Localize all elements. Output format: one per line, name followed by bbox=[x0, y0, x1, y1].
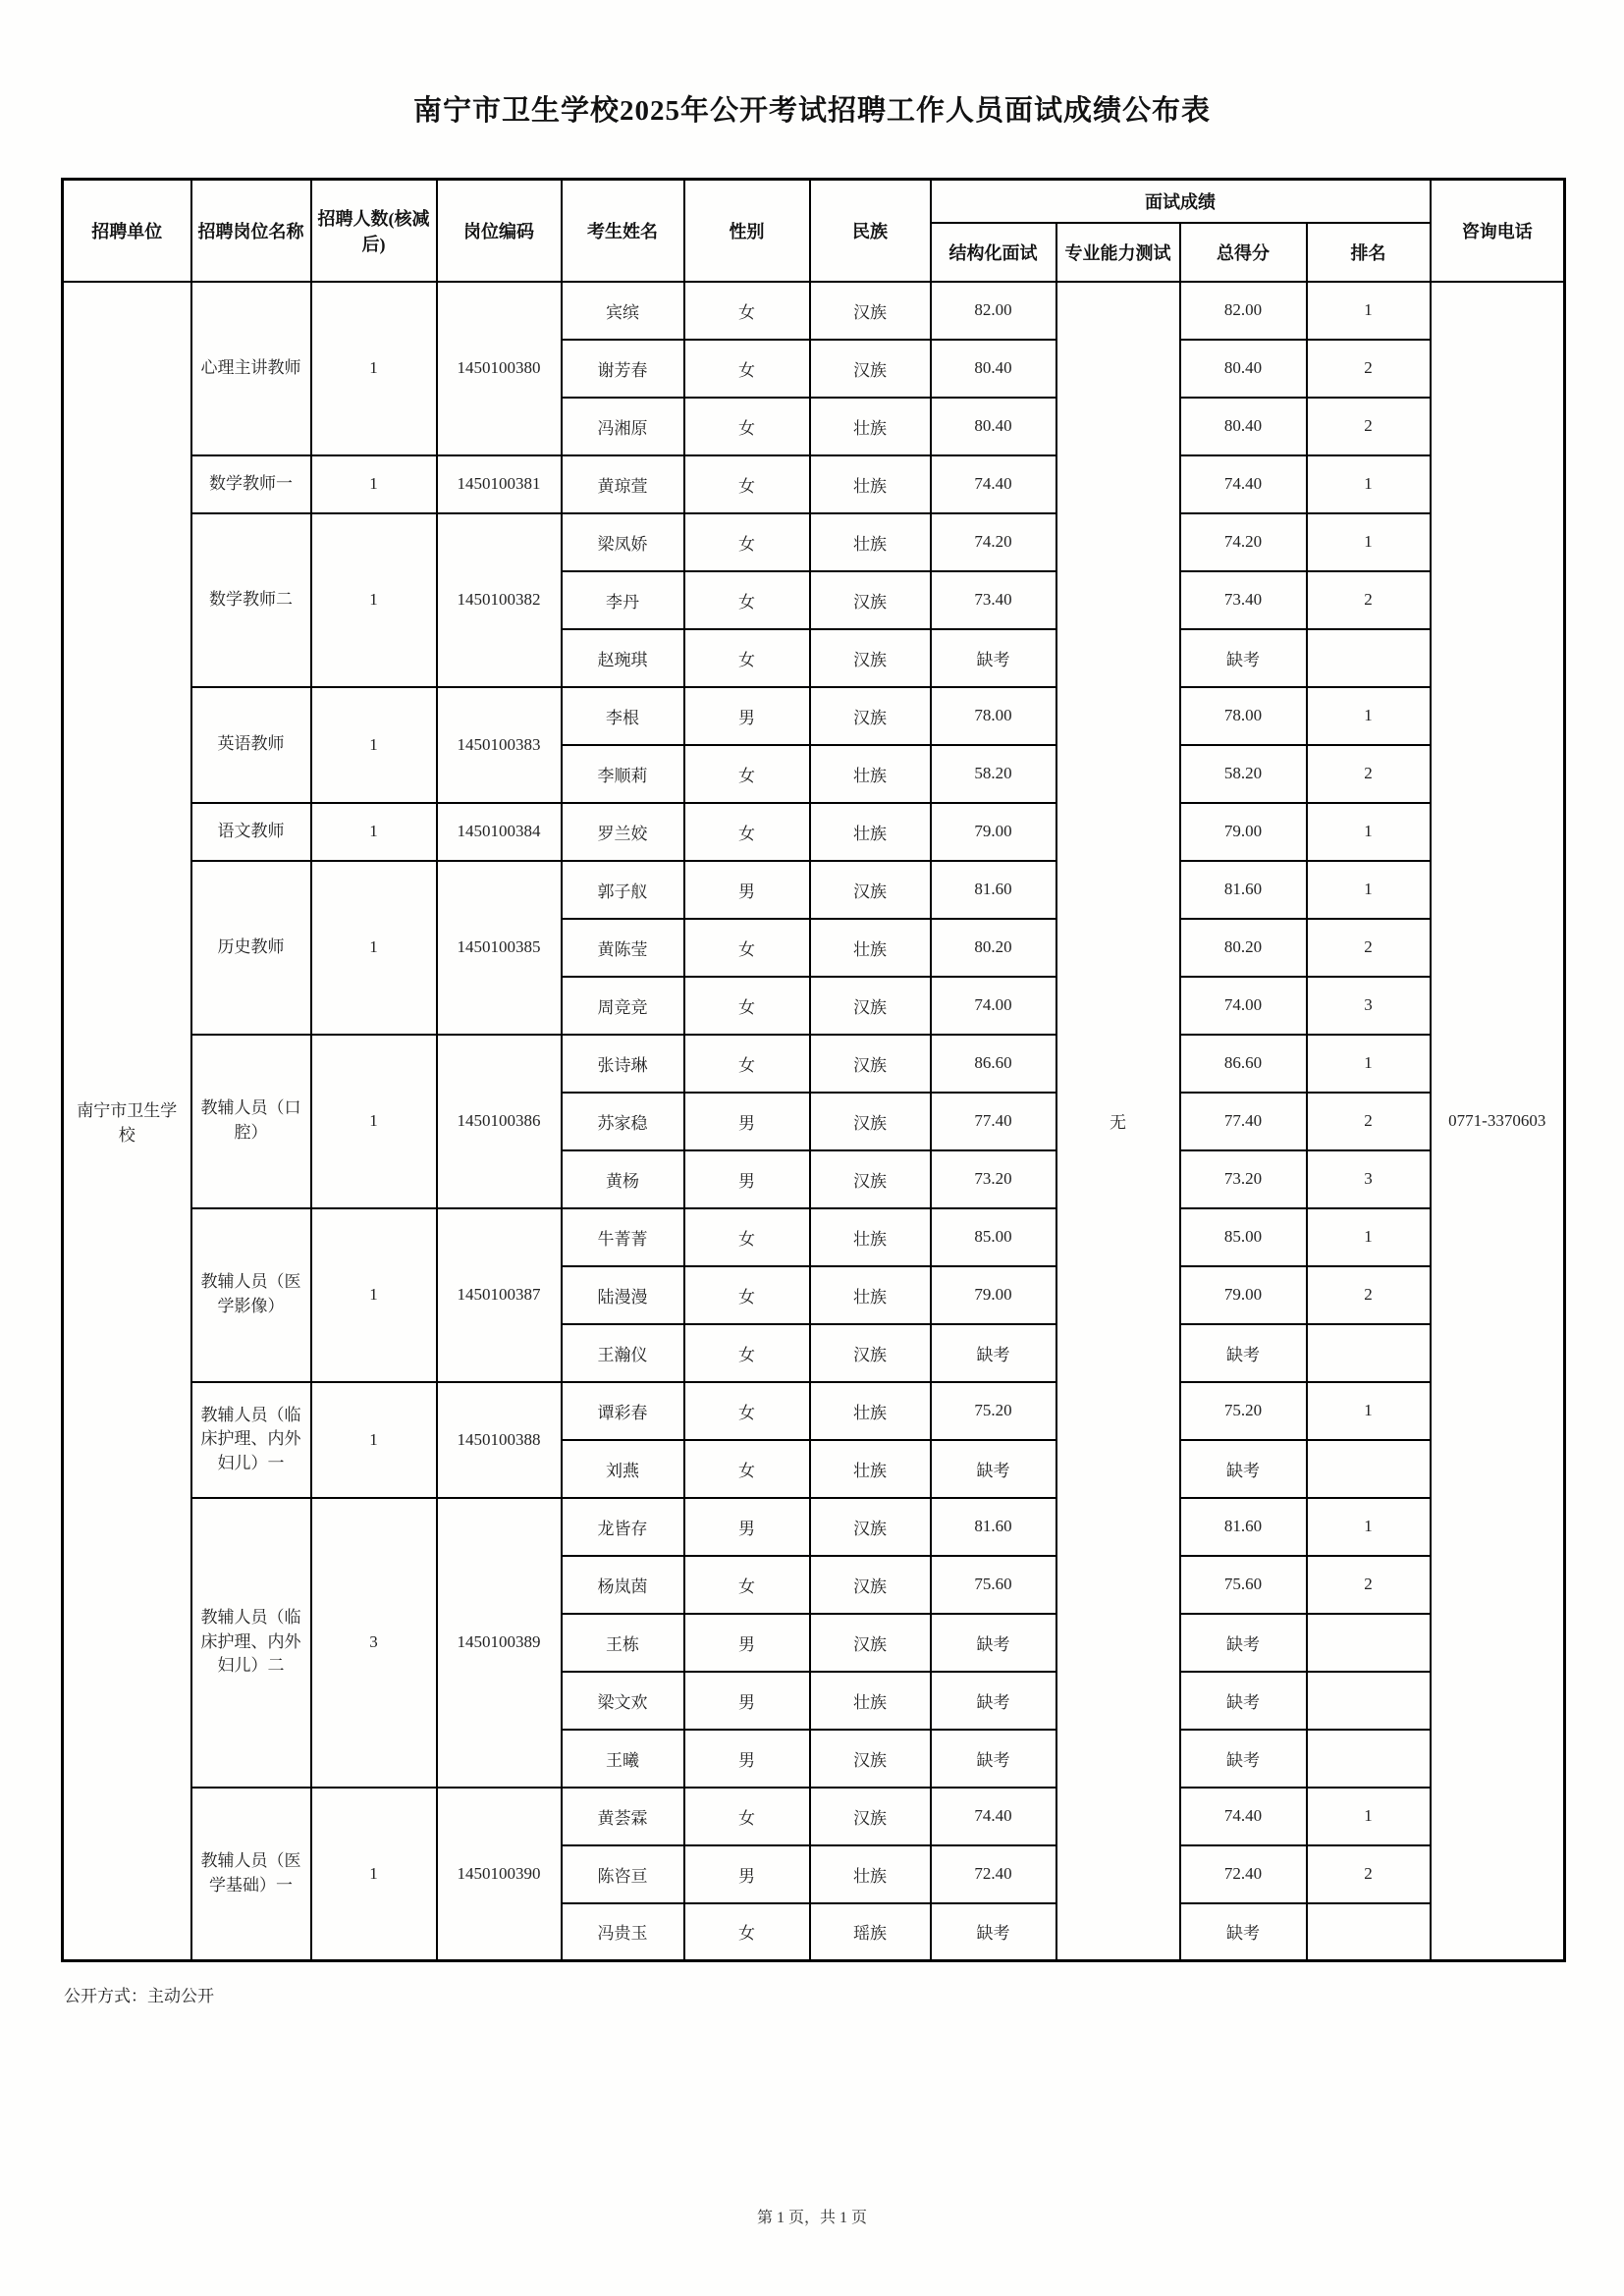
total-score-cell: 73.40 bbox=[1180, 571, 1307, 629]
rank-cell: 1 bbox=[1307, 282, 1431, 340]
ethnicity-cell: 壮族 bbox=[810, 398, 931, 455]
structured-score-cell: 81.60 bbox=[931, 861, 1056, 919]
code-cell: 1450100389 bbox=[437, 1498, 562, 1788]
total-score-cell: 74.20 bbox=[1180, 513, 1307, 571]
total-score-cell: 74.00 bbox=[1180, 977, 1307, 1035]
candidate-name-cell: 黄杨 bbox=[562, 1150, 684, 1208]
structured-score-cell: 80.20 bbox=[931, 919, 1056, 977]
headcount-cell: 1 bbox=[311, 1788, 437, 1961]
ethnicity-cell: 壮族 bbox=[810, 1440, 931, 1498]
structured-score-cell: 79.00 bbox=[931, 1266, 1056, 1324]
page-number: 第 1 页，共 1 页 bbox=[756, 2210, 867, 2226]
position-cell: 数学教师二 bbox=[191, 513, 311, 687]
rank-cell bbox=[1307, 629, 1431, 687]
candidate-name-cell: 张诗琳 bbox=[562, 1035, 684, 1093]
rank-cell: 1 bbox=[1307, 1208, 1431, 1266]
ethnicity-cell: 汉族 bbox=[810, 1498, 931, 1556]
ethnicity-cell: 汉族 bbox=[810, 977, 931, 1035]
total-score-cell: 81.60 bbox=[1180, 1498, 1307, 1556]
candidate-name-cell: 冯湘原 bbox=[562, 398, 684, 455]
total-score-cell: 缺考 bbox=[1180, 1903, 1307, 1961]
col-header-professional: 专业能力测试 bbox=[1056, 223, 1180, 282]
ethnicity-cell: 壮族 bbox=[810, 1382, 931, 1440]
col-header-total: 总得分 bbox=[1180, 223, 1307, 282]
candidate-name-cell: 苏家稳 bbox=[562, 1093, 684, 1150]
code-cell: 1450100381 bbox=[437, 455, 562, 513]
headcount-cell: 1 bbox=[311, 861, 437, 1035]
rank-cell bbox=[1307, 1324, 1431, 1382]
candidate-name-cell: 黄琼萱 bbox=[562, 455, 684, 513]
col-header-phone: 咨询电话 bbox=[1431, 180, 1565, 282]
candidate-name-cell: 王栋 bbox=[562, 1614, 684, 1672]
position-cell: 数学教师一 bbox=[191, 455, 311, 513]
code-cell: 1450100386 bbox=[437, 1035, 562, 1208]
rank-cell: 1 bbox=[1307, 1035, 1431, 1093]
code-cell: 1450100388 bbox=[437, 1382, 562, 1498]
structured-score-cell: 82.00 bbox=[931, 282, 1056, 340]
total-score-cell: 79.00 bbox=[1180, 1266, 1307, 1324]
ethnicity-cell: 汉族 bbox=[810, 340, 931, 398]
code-cell: 1450100380 bbox=[437, 282, 562, 455]
total-score-cell: 82.00 bbox=[1180, 282, 1307, 340]
position-cell: 历史教师 bbox=[191, 861, 311, 1035]
ethnicity-cell: 汉族 bbox=[810, 1730, 931, 1788]
gender-cell: 女 bbox=[684, 1788, 810, 1845]
structured-score-cell: 缺考 bbox=[931, 1614, 1056, 1672]
headcount-cell: 1 bbox=[311, 513, 437, 687]
col-header-gender: 性别 bbox=[684, 180, 810, 282]
rank-cell: 2 bbox=[1307, 340, 1431, 398]
gender-cell: 男 bbox=[684, 1614, 810, 1672]
total-score-cell: 74.40 bbox=[1180, 455, 1307, 513]
structured-score-cell: 75.20 bbox=[931, 1382, 1056, 1440]
header-row-top bbox=[63, 180, 1565, 223]
structured-score-cell: 缺考 bbox=[931, 1324, 1056, 1382]
candidate-name-cell: 陈咨亘 bbox=[562, 1845, 684, 1903]
total-score-cell: 缺考 bbox=[1180, 1614, 1307, 1672]
rank-cell: 3 bbox=[1307, 1150, 1431, 1208]
candidate-name-cell: 罗兰姣 bbox=[562, 803, 684, 861]
gender-cell: 男 bbox=[684, 1730, 810, 1788]
candidate-name-cell: 周竞竞 bbox=[562, 977, 684, 1035]
code-cell: 1450100390 bbox=[437, 1788, 562, 1961]
gender-cell: 女 bbox=[684, 455, 810, 513]
table-row bbox=[63, 1035, 1565, 1093]
rank-cell bbox=[1307, 1672, 1431, 1730]
structured-score-cell: 缺考 bbox=[931, 1672, 1056, 1730]
gender-cell: 男 bbox=[684, 1845, 810, 1903]
table-row bbox=[63, 1498, 1565, 1556]
table-row bbox=[63, 455, 1565, 513]
candidate-name-cell: 王曦 bbox=[562, 1730, 684, 1788]
ethnicity-cell: 汉族 bbox=[810, 1614, 931, 1672]
total-score-cell: 73.20 bbox=[1180, 1150, 1307, 1208]
structured-score-cell: 缺考 bbox=[931, 1903, 1056, 1961]
total-score-cell: 75.60 bbox=[1180, 1556, 1307, 1614]
col-header-interview-group: 面试成绩 bbox=[931, 180, 1431, 223]
rank-cell: 1 bbox=[1307, 455, 1431, 513]
candidate-name-cell: 黄陈莹 bbox=[562, 919, 684, 977]
gender-cell: 女 bbox=[684, 1208, 810, 1266]
rank-cell: 2 bbox=[1307, 919, 1431, 977]
headcount-cell: 1 bbox=[311, 687, 437, 803]
structured-score-cell: 80.40 bbox=[931, 340, 1056, 398]
col-header-position: 招聘岗位名称 bbox=[191, 180, 311, 282]
structured-score-cell: 85.00 bbox=[931, 1208, 1056, 1266]
gender-cell: 女 bbox=[684, 977, 810, 1035]
col-header-unit: 招聘单位 bbox=[63, 180, 191, 282]
total-score-cell: 80.40 bbox=[1180, 340, 1307, 398]
ethnicity-cell: 汉族 bbox=[810, 861, 931, 919]
candidate-name-cell: 王瀚仪 bbox=[562, 1324, 684, 1382]
ethnicity-cell: 汉族 bbox=[810, 571, 931, 629]
total-score-cell: 80.20 bbox=[1180, 919, 1307, 977]
candidate-name-cell: 杨岚茵 bbox=[562, 1556, 684, 1614]
gender-cell: 女 bbox=[684, 571, 810, 629]
col-header-structured: 结构化面试 bbox=[931, 223, 1056, 282]
position-cell: 心理主讲教师 bbox=[191, 282, 311, 455]
code-cell: 1450100385 bbox=[437, 861, 562, 1035]
candidate-name-cell: 宾缤 bbox=[562, 282, 684, 340]
structured-score-cell: 73.40 bbox=[931, 571, 1056, 629]
table-row bbox=[63, 803, 1565, 861]
position-cell: 英语教师 bbox=[191, 687, 311, 803]
ethnicity-cell: 壮族 bbox=[810, 919, 931, 977]
rank-cell: 2 bbox=[1307, 398, 1431, 455]
total-score-cell: 77.40 bbox=[1180, 1093, 1307, 1150]
gender-cell: 女 bbox=[684, 1903, 810, 1961]
gender-cell: 男 bbox=[684, 861, 810, 919]
ethnicity-cell: 壮族 bbox=[810, 1208, 931, 1266]
gender-cell: 女 bbox=[684, 629, 810, 687]
gender-cell: 女 bbox=[684, 1382, 810, 1440]
ethnicity-cell: 汉族 bbox=[810, 1093, 931, 1150]
position-cell: 教辅人员（临床护理、内外妇儿）一 bbox=[191, 1382, 311, 1498]
rank-cell bbox=[1307, 1440, 1431, 1498]
position-cell: 教辅人员（医学影像） bbox=[191, 1208, 311, 1382]
candidate-name-cell: 谢芳春 bbox=[562, 340, 684, 398]
page-title: 南宁市卫生学校2025年公开考试招聘工作人员面试成绩公布表 bbox=[412, 95, 1211, 127]
structured-score-cell: 72.40 bbox=[931, 1845, 1056, 1903]
ethnicity-cell: 瑶族 bbox=[810, 1903, 931, 1961]
table-row bbox=[63, 1208, 1565, 1266]
position-cell: 语文教师 bbox=[191, 803, 311, 861]
position-cell: 教辅人员（口腔） bbox=[191, 1035, 311, 1208]
code-cell: 1450100384 bbox=[437, 803, 562, 861]
col-header-rank: 排名 bbox=[1307, 223, 1431, 282]
ethnicity-cell: 汉族 bbox=[810, 1150, 931, 1208]
table-row bbox=[63, 861, 1565, 919]
code-cell: 1450100382 bbox=[437, 513, 562, 687]
ethnicity-cell: 汉族 bbox=[810, 687, 931, 745]
rank-cell: 3 bbox=[1307, 977, 1431, 1035]
structured-score-cell: 78.00 bbox=[931, 687, 1056, 745]
gender-cell: 男 bbox=[684, 1093, 810, 1150]
total-score-cell: 缺考 bbox=[1180, 629, 1307, 687]
candidate-name-cell: 冯贵玉 bbox=[562, 1903, 684, 1961]
candidate-name-cell: 郭子舣 bbox=[562, 861, 684, 919]
total-score-cell: 85.00 bbox=[1180, 1208, 1307, 1266]
rank-cell bbox=[1307, 1903, 1431, 1961]
headcount-cell: 1 bbox=[311, 1035, 437, 1208]
gender-cell: 男 bbox=[684, 687, 810, 745]
unit-cell: 南宁市卫生学校 bbox=[63, 282, 191, 1961]
rank-cell: 1 bbox=[1307, 861, 1431, 919]
table-row bbox=[63, 282, 1565, 340]
rank-cell: 1 bbox=[1307, 513, 1431, 571]
ethnicity-cell: 壮族 bbox=[810, 745, 931, 803]
structured-score-cell: 74.20 bbox=[931, 513, 1056, 571]
rank-cell: 2 bbox=[1307, 1556, 1431, 1614]
rank-cell: 1 bbox=[1307, 1498, 1431, 1556]
gender-cell: 女 bbox=[684, 282, 810, 340]
gender-cell: 女 bbox=[684, 1324, 810, 1382]
ethnicity-cell: 壮族 bbox=[810, 1672, 931, 1730]
code-cell: 1450100387 bbox=[437, 1208, 562, 1382]
ethnicity-cell: 汉族 bbox=[810, 282, 931, 340]
ethnicity-cell: 汉族 bbox=[810, 1788, 931, 1845]
headcount-cell: 1 bbox=[311, 282, 437, 455]
candidate-name-cell: 赵琬琪 bbox=[562, 629, 684, 687]
phone-cell: 0771-3370603 bbox=[1431, 282, 1565, 1961]
gender-cell: 男 bbox=[684, 1498, 810, 1556]
total-score-cell: 58.20 bbox=[1180, 745, 1307, 803]
total-score-cell: 78.00 bbox=[1180, 687, 1307, 745]
col-header-headcount: 招聘人数(核减后) bbox=[311, 180, 437, 282]
gender-cell: 女 bbox=[684, 340, 810, 398]
total-score-cell: 缺考 bbox=[1180, 1324, 1307, 1382]
candidate-name-cell: 梁凤娇 bbox=[562, 513, 684, 571]
gender-cell: 男 bbox=[684, 1672, 810, 1730]
disclosure-note: 公开方式：主动公开 bbox=[64, 1987, 214, 2005]
gender-cell: 女 bbox=[684, 1440, 810, 1498]
structured-score-cell: 79.00 bbox=[931, 803, 1056, 861]
gender-cell: 女 bbox=[684, 513, 810, 571]
col-header-name: 考生姓名 bbox=[562, 180, 684, 282]
ethnicity-cell: 汉族 bbox=[810, 1556, 931, 1614]
structured-score-cell: 73.20 bbox=[931, 1150, 1056, 1208]
gender-cell: 女 bbox=[684, 745, 810, 803]
candidate-name-cell: 李丹 bbox=[562, 571, 684, 629]
gender-cell: 女 bbox=[684, 398, 810, 455]
gender-cell: 女 bbox=[684, 1556, 810, 1614]
rank-cell: 1 bbox=[1307, 1382, 1431, 1440]
structured-score-cell: 74.40 bbox=[931, 455, 1056, 513]
ethnicity-cell: 壮族 bbox=[810, 513, 931, 571]
candidate-name-cell: 龙皆存 bbox=[562, 1498, 684, 1556]
structured-score-cell: 74.00 bbox=[931, 977, 1056, 1035]
structured-score-cell: 75.60 bbox=[931, 1556, 1056, 1614]
gender-cell: 女 bbox=[684, 919, 810, 977]
gender-cell: 女 bbox=[684, 1266, 810, 1324]
structured-score-cell: 缺考 bbox=[931, 1440, 1056, 1498]
ethnicity-cell: 壮族 bbox=[810, 455, 931, 513]
structured-score-cell: 74.40 bbox=[931, 1788, 1056, 1845]
ethnicity-cell: 壮族 bbox=[810, 1845, 931, 1903]
headcount-cell: 3 bbox=[311, 1498, 437, 1788]
candidate-name-cell: 牛菁菁 bbox=[562, 1208, 684, 1266]
ethnicity-cell: 汉族 bbox=[810, 1324, 931, 1382]
total-score-cell: 72.40 bbox=[1180, 1845, 1307, 1903]
rank-cell: 2 bbox=[1307, 571, 1431, 629]
structured-score-cell: 缺考 bbox=[931, 1730, 1056, 1788]
professional-test-cell: 无 bbox=[1056, 282, 1180, 1961]
total-score-cell: 79.00 bbox=[1180, 803, 1307, 861]
total-score-cell: 75.20 bbox=[1180, 1382, 1307, 1440]
rank-cell bbox=[1307, 1730, 1431, 1788]
candidate-name-cell: 李顺莉 bbox=[562, 745, 684, 803]
headcount-cell: 1 bbox=[311, 1208, 437, 1382]
interview-score-table bbox=[61, 178, 1566, 1962]
rank-cell: 1 bbox=[1307, 687, 1431, 745]
col-header-code: 岗位编码 bbox=[437, 180, 562, 282]
structured-score-cell: 81.60 bbox=[931, 1498, 1056, 1556]
rank-cell: 1 bbox=[1307, 1788, 1431, 1845]
rank-cell: 2 bbox=[1307, 1845, 1431, 1903]
total-score-cell: 缺考 bbox=[1180, 1672, 1307, 1730]
gender-cell: 女 bbox=[684, 1035, 810, 1093]
table-row bbox=[63, 687, 1565, 745]
table-row bbox=[63, 513, 1565, 571]
rank-cell bbox=[1307, 1614, 1431, 1672]
headcount-cell: 1 bbox=[311, 1382, 437, 1498]
rank-cell: 1 bbox=[1307, 803, 1431, 861]
table-row bbox=[63, 1382, 1565, 1440]
total-score-cell: 81.60 bbox=[1180, 861, 1307, 919]
structured-score-cell: 58.20 bbox=[931, 745, 1056, 803]
headcount-cell: 1 bbox=[311, 455, 437, 513]
candidate-name-cell: 李根 bbox=[562, 687, 684, 745]
gender-cell: 男 bbox=[684, 1150, 810, 1208]
candidate-name-cell: 刘燕 bbox=[562, 1440, 684, 1498]
total-score-cell: 80.40 bbox=[1180, 398, 1307, 455]
ethnicity-cell: 壮族 bbox=[810, 803, 931, 861]
table-row bbox=[63, 1788, 1565, 1845]
rank-cell: 2 bbox=[1307, 745, 1431, 803]
ethnicity-cell: 汉族 bbox=[810, 1035, 931, 1093]
structured-score-cell: 86.60 bbox=[931, 1035, 1056, 1093]
total-score-cell: 86.60 bbox=[1180, 1035, 1307, 1093]
rank-cell: 2 bbox=[1307, 1093, 1431, 1150]
structured-score-cell: 77.40 bbox=[931, 1093, 1056, 1150]
candidate-name-cell: 陆漫漫 bbox=[562, 1266, 684, 1324]
position-cell: 教辅人员（医学基础）一 bbox=[191, 1788, 311, 1961]
code-cell: 1450100383 bbox=[437, 687, 562, 803]
candidate-name-cell: 梁文欢 bbox=[562, 1672, 684, 1730]
candidate-name-cell: 黄荟霖 bbox=[562, 1788, 684, 1845]
structured-score-cell: 缺考 bbox=[931, 629, 1056, 687]
total-score-cell: 74.40 bbox=[1180, 1788, 1307, 1845]
headcount-cell: 1 bbox=[311, 803, 437, 861]
candidate-name-cell: 谭彩春 bbox=[562, 1382, 684, 1440]
position-cell: 教辅人员（临床护理、内外妇儿）二 bbox=[191, 1498, 311, 1788]
ethnicity-cell: 壮族 bbox=[810, 1266, 931, 1324]
structured-score-cell: 80.40 bbox=[931, 398, 1056, 455]
rank-cell: 2 bbox=[1307, 1266, 1431, 1324]
gender-cell: 女 bbox=[684, 803, 810, 861]
ethnicity-cell: 汉族 bbox=[810, 629, 931, 687]
total-score-cell: 缺考 bbox=[1180, 1440, 1307, 1498]
total-score-cell: 缺考 bbox=[1180, 1730, 1307, 1788]
col-header-ethnicity: 民族 bbox=[810, 180, 931, 282]
